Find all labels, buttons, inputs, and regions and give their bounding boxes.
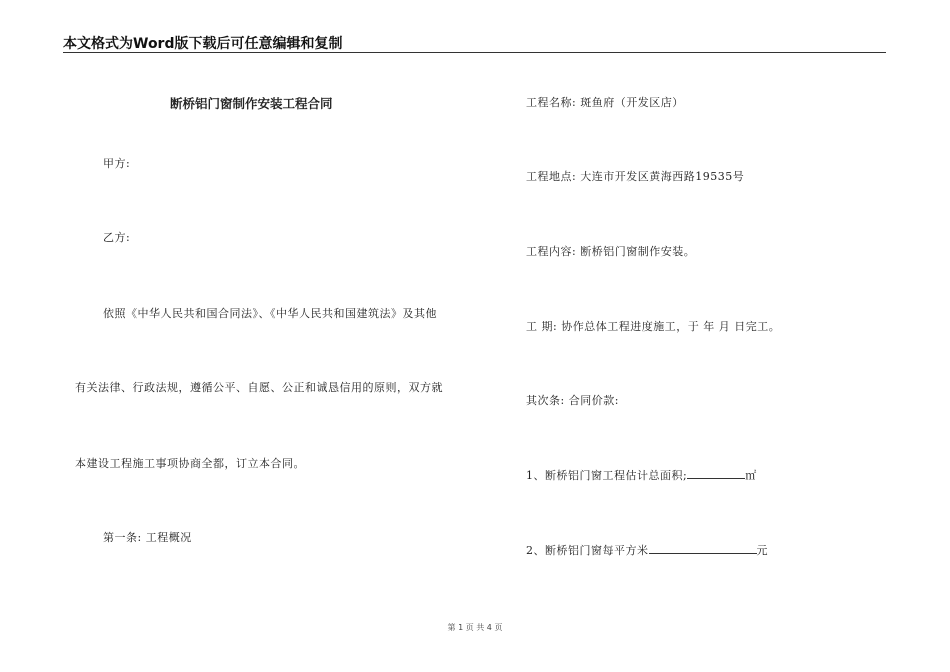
item-1-unit: ㎡ [745,469,757,482]
page-number: 第 1 页 共 4 页 [447,623,503,632]
price-blank-field[interactable] [649,543,757,554]
party-a-label: 甲方: [103,157,131,170]
project-content: 工程内容: 断桥铝门窗制作安装。 [526,245,696,258]
article-2-heading: 其次条: 合同价款: [526,394,619,407]
item-1-area [526,467,757,483]
header-divider [63,52,886,53]
party-b-label: 乙方: [103,231,131,244]
page-header [63,33,885,53]
preamble-line-1: 依照《中华人民共和国合同法》、《中华人民共和国建筑法》及其他 [103,307,437,320]
project-duration: 工 期: 协作总体工程进度施工，于 年 月 日完工。 [526,320,781,333]
item-2-text: 2、断桥铝门窗每平方米 [526,544,649,557]
project-name: 工程名称: 斑鱼府（开发区店） [526,96,684,109]
item-1-text: 1、断桥铝门窗工程估计总面积; [526,469,688,482]
article-1-heading: 第一条: 工程概况 [103,531,192,544]
item-2-price [526,542,768,558]
item-2-unit: 元 [756,544,768,557]
area-blank-field[interactable] [687,468,745,479]
preamble-line-2: 有关法律、行政法规，遵循公平、自愿、公正和诚恳信用的原则，双方就 [75,381,443,394]
header-notice: 本文格式为Word版下载后可任意编辑和复制 [63,36,343,52]
contract-title: 断桥铝门窗制作安装工程合同 [170,96,333,111]
preamble-line-3: 本建设工程施工事项协商全都，订立本合同。 [75,457,305,470]
project-location: 工程地点: 大连市开发区黄海西路19535号 [526,170,745,183]
